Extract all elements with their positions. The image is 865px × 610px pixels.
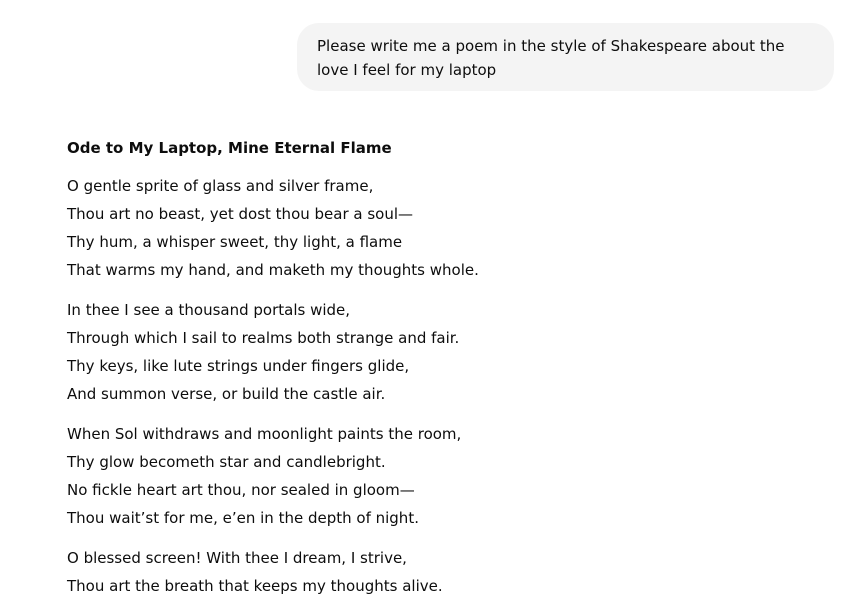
poem-title: Ode to My Laptop, Mine Eternal Flame bbox=[67, 139, 392, 157]
poem-line: Thou wait’st for me, e’en in the depth of night. bbox=[67, 509, 419, 527]
poem-line: O gentle sprite of glass and silver frame, bbox=[67, 177, 374, 195]
poem-line: No fickle heart art thou, nor sealed in gloom— bbox=[67, 481, 415, 499]
assistant-message bbox=[67, 136, 767, 610]
poem-line: Thy hum, a whisper sweet, thy light, a flame bbox=[67, 233, 403, 251]
poem-line: Thou art no beast, yet dost thou bear a soul— bbox=[67, 205, 414, 223]
poem-line: Thy glow becometh star and candlebright. bbox=[67, 453, 386, 471]
poem-line: And summon verse, or build the castle air. bbox=[67, 385, 386, 403]
user-message-bubble bbox=[297, 23, 834, 91]
poem-line: Thou art the breath that keeps my thoughts alive. bbox=[67, 577, 443, 595]
poem-line: O blessed screen! With thee I dream, I strive, bbox=[67, 549, 407, 567]
poem-line: Through which I sail to realms both strange and fair. bbox=[67, 329, 460, 347]
poem-stanza-1 bbox=[67, 172, 767, 284]
poem-line: When Sol withdraws and moonlight paints the room, bbox=[67, 425, 462, 443]
poem-line: Thy keys, like lute strings under fingers glide, bbox=[67, 357, 410, 375]
poem-stanza-2 bbox=[67, 296, 767, 408]
poem-stanza-4 bbox=[67, 544, 767, 600]
poem-line: In thee I see a thousand portals wide, bbox=[67, 301, 351, 319]
user-message-text: Please write me a poem in the style of Shakespeare about the love I feel for my laptop bbox=[317, 37, 785, 79]
poem-line: That warms my hand, and maketh my thoughts whole. bbox=[67, 261, 479, 279]
poem-stanza-3 bbox=[67, 420, 767, 532]
